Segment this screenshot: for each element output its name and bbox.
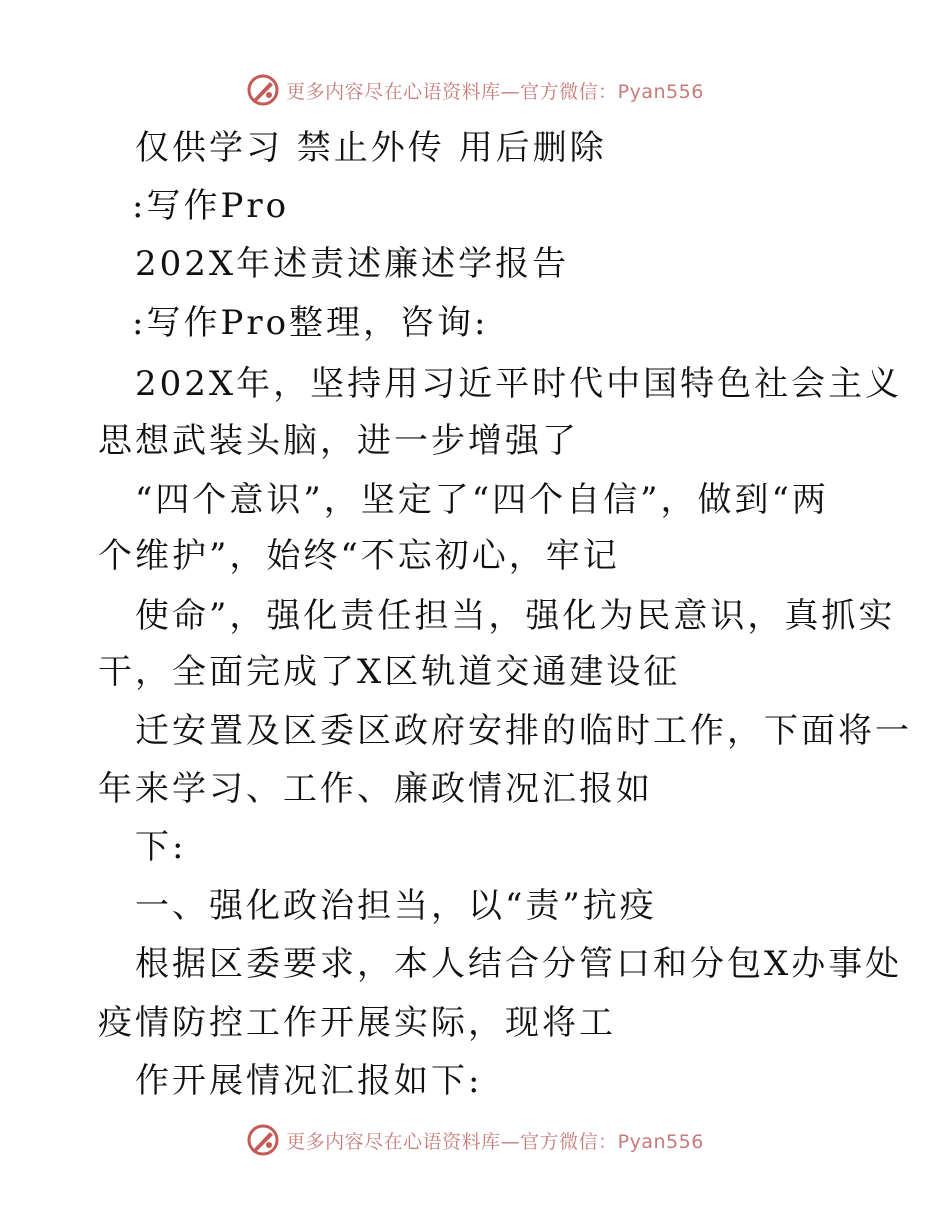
watermark-text: 更多内容尽在心语资料库—官方微信：Pyan556 (286, 80, 704, 103)
text-line: “四个意识”，坚定了“四个自信”，做到“两 (135, 480, 829, 520)
text-line: :写作Pro (132, 186, 290, 226)
text-line: 思想武装头脑，进一步增强了 (98, 421, 579, 461)
text-line: 作开展情况汇报如下: (135, 1061, 483, 1101)
text-line: 干，全面完成了X区轨道交通建设征 (98, 652, 681, 692)
text-line: 202X年述责述廉述学报告 (135, 244, 570, 284)
text-line: 一、强化政治担当，以“责”抗疫 (135, 886, 657, 926)
text-line: 使命”，强化责任担当，强化为民意识，真抓实 (135, 596, 896, 636)
footer-watermark (0, 1120, 950, 1160)
header-watermark (0, 70, 950, 110)
text-line: :写作Pro整理，咨询: (132, 303, 489, 343)
quill-logo-icon (246, 73, 280, 107)
text-line: 年来学习、工作、廉政情况汇报如 (98, 769, 653, 809)
text-line: 疫情防控工作开展实际，现将工 (98, 1003, 616, 1043)
text-line: 迁安置及区委区政府安排的临时工作，下面将一 (135, 711, 912, 751)
text-line: 仅供学习 禁止外传 用后删除 (135, 128, 607, 168)
quill-logo-icon (246, 1123, 280, 1157)
text-line: 下: (135, 827, 187, 867)
text-line: 202X年，坚持用习近平时代中国特色社会主义 (135, 364, 903, 404)
watermark-text: 更多内容尽在心语资料库—官方微信：Pyan556 (286, 1130, 704, 1153)
text-line: 个维护”，始终“不忘初心，牢记 (98, 536, 620, 576)
text-line: 根据区委要求，本人结合分管口和分包X办事处 (135, 944, 903, 984)
